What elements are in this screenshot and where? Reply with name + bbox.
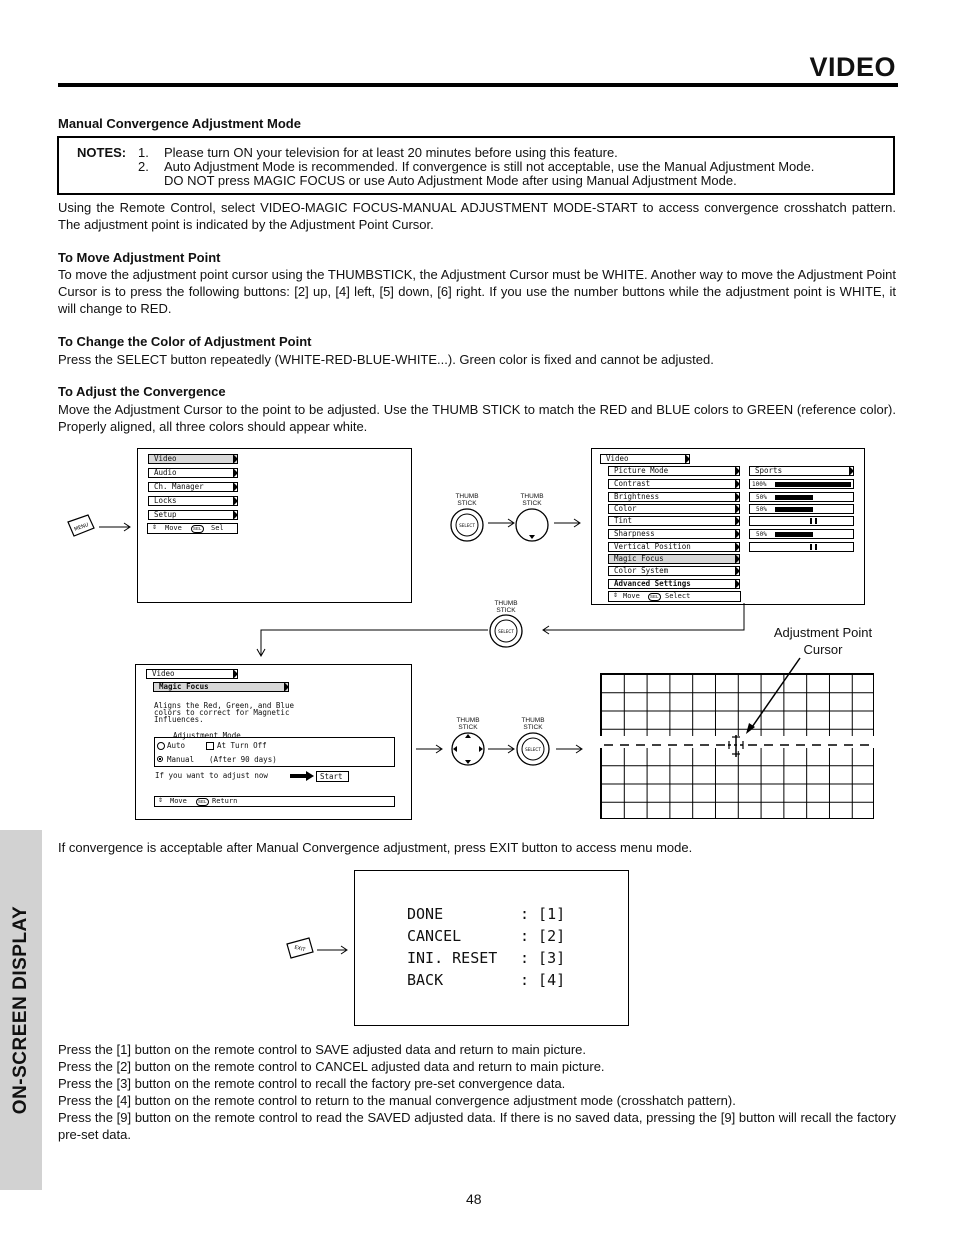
arrow-icon (487, 744, 517, 754)
thumb-text: THUMB (520, 493, 544, 500)
thumbstick-label-5 (513, 717, 553, 731)
thumb-text: THUMB (456, 717, 480, 724)
footer-move: Move (623, 592, 640, 600)
instructions-list (58, 1041, 896, 1143)
menu-item-setup[interactable]: Setup (148, 510, 238, 520)
sel-icon: SEL (650, 594, 659, 599)
magic-focus-crumb: Video (146, 669, 238, 679)
exit-option-back[interactable] (407, 971, 566, 989)
option-label: INI. RESET (407, 949, 498, 967)
thumbstick-down-icon (515, 508, 549, 542)
instruction-line: Press the [9] button on the remote control to read the SAVED adjusted data. If there is no saved data, pressing the [9] button will recall the factory pre-set data. (58, 1110, 896, 1142)
thumbstick-four-way-icon (451, 732, 485, 766)
note-2-text: Auto Adjustment Mode is recommended. If convergence is still not acceptable, use the Manual Adjustment Mode. (164, 159, 815, 174)
vpos-marker (810, 544, 812, 550)
stick-text: STICK (522, 500, 542, 507)
callout-arrow-icon (740, 656, 805, 736)
stick-text: STICK (496, 607, 516, 614)
menu-item-audio[interactable]: Audio (148, 468, 238, 478)
slider-fill (775, 507, 813, 512)
slider-value: 100% (752, 481, 767, 488)
note-2-cont: DO NOT press MAGIC FOCUS or use Auto Adjustment Mode after using Manual Adjustment Mode. (164, 173, 737, 188)
footer-move: Move (170, 797, 187, 805)
select-text: SELECT (459, 523, 475, 528)
slider-sharpness[interactable] (749, 529, 854, 539)
select-text: SELECT (525, 747, 541, 752)
sel-icon: SEL (198, 799, 207, 804)
vpos-marker (815, 544, 817, 550)
video-crumb: Video (600, 454, 690, 464)
slider-value: 50% (756, 531, 767, 538)
adjustment-cursor-overlay (600, 673, 874, 819)
exit-option-ini-reset[interactable] (407, 949, 566, 967)
video-item-color[interactable]: Color (608, 504, 740, 514)
section-title: Manual Convergence Adjustment Mode (58, 116, 301, 131)
color-heading: To Change the Color of Adjustment Point (58, 334, 312, 349)
main-menu-footer (147, 523, 238, 534)
move-paragraph: To move the adjustment point cursor using the THUMBSTICK, the Adjustment Cursor must be WHITE. Another way to move the Adjustment Point Cursor is to press the following buttons: [2] up, [4] left, [5] down, [6] right. If you use the number buttons while the adjustment point is WHITE, it will change to RED. (58, 267, 896, 316)
value-picture-mode[interactable]: Sports (749, 466, 854, 476)
exit-option-cancel[interactable] (407, 927, 566, 945)
thumbstick-label-4 (448, 717, 488, 731)
menu-button-text: MENU (73, 522, 90, 533)
side-tab-label: ON-SCREEN DISPLAY (10, 905, 31, 1115)
exit-button-icon (285, 936, 315, 962)
slider-value: 50% (756, 506, 767, 513)
description-line: Influences. (154, 715, 204, 724)
description-line: colors to correct for Magnetic (154, 708, 290, 717)
radio-manual[interactable] (157, 756, 163, 762)
description-line: Aligns the Red, Green, and Blue (154, 701, 294, 710)
slider-fill (775, 482, 851, 487)
footer-sel: Sel (211, 524, 224, 532)
option-manual-label: Manual (167, 755, 195, 764)
instruction-line: Press the [1] button on the remote control to SAVE adjusted data and return to main picture. (58, 1042, 587, 1057)
video-item-magic-focus[interactable]: Magic Focus (608, 554, 740, 564)
option-label: DONE (407, 905, 444, 923)
slider-tint[interactable] (749, 516, 854, 526)
slider-brightness[interactable] (749, 492, 854, 502)
instruction-line: Press the [2] button on the remote control to CANCEL adjusted data and return to main picture. (58, 1059, 605, 1074)
video-menu-screen (591, 448, 865, 605)
slider-fill (775, 495, 813, 500)
magic-focus-footer (154, 796, 395, 807)
arrow-icon (99, 522, 133, 532)
move-heading: To Move Adjustment Point (58, 250, 221, 265)
callout-line: Adjustment Point (773, 625, 873, 640)
notes-box (57, 136, 895, 195)
adjust-paragraph: Move the Adjustment Cursor to the point to be adjusted. Use the THUMB STICK to match the RED and BLUE colors to GREEN (reference color). Properly aligned, all three colors should appear white. (58, 402, 896, 434)
arrow-icon (290, 771, 316, 781)
thumb-text: THUMB (494, 600, 518, 607)
option-label: BACK (407, 971, 444, 989)
option-manual-note: (After 90 days) (209, 755, 277, 764)
video-item-picture-mode[interactable]: Picture Mode (608, 466, 740, 476)
video-item-vertical-position[interactable]: Vertical Position (608, 542, 740, 552)
option-key: : [4] (520, 971, 566, 989)
stick-text: STICK (458, 724, 478, 731)
instruction-line: Press the [4] button on the remote control to return to the manual convergence adjustment mode (crosshatch pattern). (58, 1093, 736, 1108)
note-2-num: 2. (138, 159, 149, 174)
option-key: : [2] (520, 927, 566, 945)
video-item-sharpness[interactable]: Sharpness (608, 529, 740, 539)
updown-icon: ⇕ (613, 593, 619, 599)
adjustment-mode-label: Adjustment Mode (173, 731, 241, 740)
thumbstick-label-2 (512, 493, 552, 507)
thumbstick-select-icon (489, 614, 523, 648)
option-label: CANCEL (407, 927, 462, 945)
updown-icon: ⇕ (158, 798, 164, 804)
thumbstick-label-1 (447, 493, 487, 507)
radio-auto[interactable] (157, 742, 165, 750)
slider-fill (775, 532, 813, 537)
note-1-num: 1. (138, 145, 149, 160)
option-key: : [1] (520, 905, 566, 923)
main-menu-screen (137, 448, 412, 603)
exit-button-text: EXIT (293, 944, 306, 954)
slider-value: 50% (756, 494, 767, 501)
notes-label: NOTES: (77, 145, 127, 160)
thumb-text: THUMB (455, 493, 479, 500)
slider-color[interactable] (749, 504, 854, 514)
slider-vertical-position[interactable] (749, 542, 854, 552)
side-tab (0, 830, 42, 1190)
exit-menu-screen (354, 870, 629, 1026)
exit-option-done[interactable] (407, 905, 566, 923)
callout-line: Cursor (803, 642, 843, 657)
footer-move: Move (165, 524, 182, 532)
option-turn-off-label: At Turn Off (217, 741, 267, 750)
tint-marker (815, 518, 817, 524)
start-button[interactable]: Start (316, 771, 349, 782)
adjust-heading: To Adjust the Convergence (58, 384, 226, 399)
page-number: 48 (466, 1191, 482, 1207)
menu-item-video[interactable]: Video (148, 454, 238, 464)
sel-icon: SEL (193, 526, 202, 531)
video-item-brightness[interactable]: Brightness (608, 492, 740, 502)
thumbstick-select-icon (516, 732, 550, 766)
thumbstick-select-icon (450, 508, 484, 542)
tint-marker (810, 518, 812, 524)
after-adjustment-text: If convergence is acceptable after Manual Convergence adjustment, press EXIT button to access menu mode. (58, 840, 693, 855)
page-title: VIDEO (809, 52, 896, 82)
magic-focus-title: Magic Focus (153, 682, 289, 692)
cursor-callout-label (761, 624, 885, 658)
video-item-tint[interactable]: Tint (608, 516, 740, 526)
instruction-line: Press the [3] button on the remote control to recall the factory pre-set convergence data. (58, 1076, 566, 1091)
menu-item-ch-manager[interactable]: Ch. Manager (148, 482, 238, 492)
checkbox-turn-off[interactable] (206, 742, 214, 750)
footer-return: Return (212, 797, 238, 805)
stick-text: STICK (523, 724, 543, 731)
intro-paragraph: Using the Remote Control, select VIDEO-MAGIC FOCUS-MANUAL ADJUSTMENT MODE-START to access convergence crosshatch pattern. The adjustment point is indicated by the Adjustment Point Cursor. (58, 200, 896, 232)
note-1-text: Please turn ON your television for at least 20 minutes before using this feature. (164, 145, 618, 160)
header-rule (58, 83, 898, 87)
arrow-icon (487, 518, 517, 528)
option-auto-label: Auto (167, 741, 186, 750)
color-paragraph: Press the SELECT button repeatedly (WHITE-RED-BLUE-WHITE...). Green color is fixed and cannot be adjusted. (58, 352, 714, 367)
updown-icon: ⇕ (152, 525, 158, 531)
slider-contrast[interactable] (749, 479, 854, 489)
magic-focus-description (154, 702, 294, 723)
stick-text: STICK (457, 500, 477, 507)
video-item-contrast[interactable]: Contrast (608, 479, 740, 489)
thumb-text: THUMB (521, 717, 545, 724)
select-text: SELECT (498, 629, 514, 634)
arrow-icon (415, 744, 445, 754)
video-item-color-system[interactable]: Color System (608, 566, 740, 576)
adjust-prompt: If you want to adjust now (155, 771, 268, 780)
menu-button-icon (66, 514, 96, 538)
video-item-advanced-settings[interactable]: Advanced Settings (608, 579, 740, 589)
magic-focus-screen (135, 664, 412, 820)
arrow-icon (555, 744, 585, 754)
thumbstick-label-3 (486, 600, 526, 614)
footer-select: Select (665, 592, 691, 600)
arrow-icon (553, 518, 583, 528)
option-key: : [3] (520, 949, 566, 967)
arrow-icon (316, 945, 350, 955)
video-menu-footer (608, 591, 741, 602)
menu-item-locks[interactable]: Locks (148, 496, 238, 506)
